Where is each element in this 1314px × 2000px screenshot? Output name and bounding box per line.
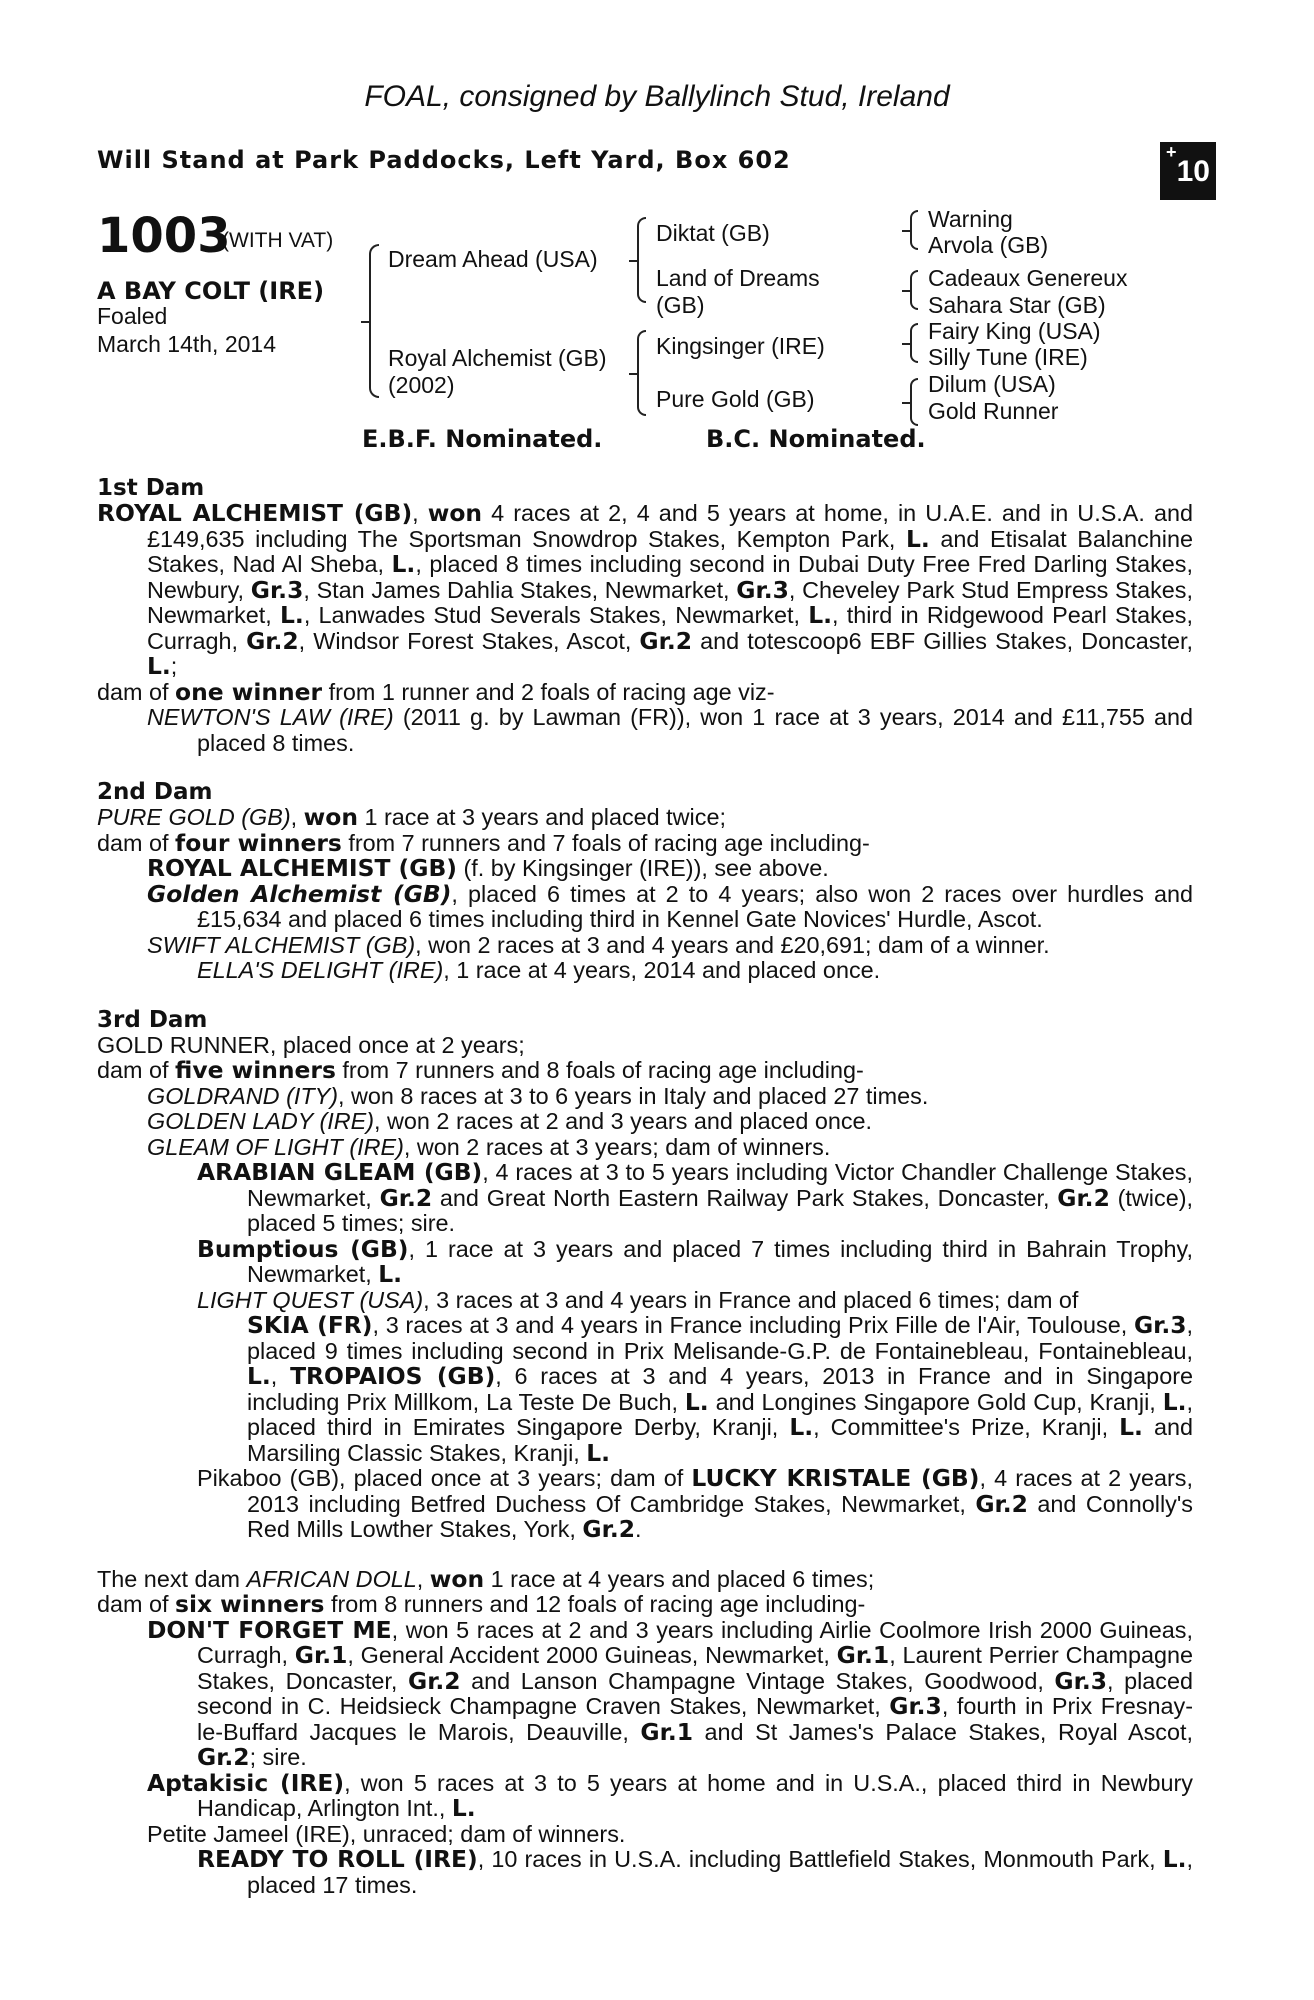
text: and St James's Palace Stakes, Royal Ascot,: [692, 1718, 1193, 1745]
text: from 7 runners and 7 foals of racing age including-: [341, 829, 870, 856]
horse-name: SWIFT ALCHEMIST (GB): [147, 931, 416, 958]
text: , placed 6 times at 2 to 4 years; also won 2 races over hurdles and £15,634 and placed 6 times including third in Kennel Gate Novices' Hurdle, Ascot.: [197, 880, 1194, 932]
grade: L.: [280, 601, 304, 629]
grade: Gr.2: [197, 1743, 250, 1771]
text: won: [427, 499, 483, 527]
page-badge: [1160, 142, 1216, 200]
text: , Lanwades Stud Severals Stakes, Newmarket,: [303, 602, 809, 628]
horse-name: DON'T FORGET ME: [147, 1615, 392, 1644]
grade: L.: [1162, 1387, 1187, 1416]
text: , Laurent Perrier Champagne Stakes, Doncaster,: [197, 1642, 1194, 1694]
produce-entry: [97, 1615, 1194, 1771]
pedigree-dam-year: (2002): [388, 372, 455, 398]
grade: L.: [684, 1387, 709, 1416]
text: ;: [170, 653, 178, 679]
produce-entry: [97, 1109, 1193, 1135]
lot-number: 1003: [97, 208, 231, 264]
produce-entry: [97, 1160, 1193, 1237]
brace-sd: [910, 270, 918, 310]
foaled-date: March 14th, 2014: [97, 331, 277, 357]
ebf-nomination: E.B.F. Nominated.: [362, 425, 603, 453]
produce-entry: [97, 1234, 1193, 1288]
text: , Windsor Forest Stakes, Ascot,: [298, 627, 640, 654]
grade: Gr.2: [379, 1183, 433, 1212]
grade: L.: [789, 1413, 814, 1441]
text: and Longines Singapore Gold Cup, Kranji,: [708, 1388, 1163, 1415]
text: dam of: [97, 1057, 176, 1083]
grade: L.: [378, 1260, 403, 1288]
dam-entry: GOLD RUNNER, placed once at 2 years;: [97, 1031, 525, 1058]
badge-number: 10: [1176, 155, 1210, 188]
pedigree-sds: Cadeaux Genereux: [928, 265, 1128, 291]
next-dam-section: [97, 1564, 1194, 1899]
grade: Gr.3: [1054, 1666, 1107, 1695]
pedigree-dds: Dilum (USA): [928, 371, 1056, 397]
text: dam of: [97, 678, 176, 705]
third-dam-section: [97, 1008, 1193, 1543]
horse-name: Bumptious (GB): [197, 1234, 409, 1263]
horse-name: READY TO ROLL (IRE): [197, 1845, 478, 1873]
stand-location: Will Stand at Park Paddocks, Left Yard, Box 602: [97, 146, 791, 174]
text: , third in Ridgewood Pearl Stakes, Curragh,: [147, 602, 1193, 654]
dam-entry: [97, 805, 1193, 831]
grade: Gr.1: [640, 1717, 693, 1746]
badge-plus: +: [1166, 142, 1177, 162]
produce-entry: [97, 1135, 1193, 1161]
horse-name: ROYAL ALCHEMIST (GB): [147, 854, 457, 882]
produce-entry: [97, 933, 1193, 959]
pedigree-sire-sire: Diktat (GB): [656, 220, 770, 246]
horse-name: ELLA'S DELIGHT (IRE): [197, 957, 444, 983]
text: six winners: [175, 1590, 325, 1618]
pedigree-ddd: Gold Runner: [928, 398, 1059, 424]
text: won: [303, 803, 358, 831]
text: ; sire.: [249, 1744, 307, 1770]
text: and Marsiling Classic Stakes, Kranji,: [247, 1414, 1194, 1466]
text: , 6 races at 3 and 4 years, 2013 in France and in Singapore including Prix Millkom, La Teste De Buch,: [247, 1363, 1193, 1415]
grade: Gr.3: [736, 575, 789, 604]
text: The next dam: [97, 1565, 247, 1592]
produce-summary: [97, 1058, 1193, 1084]
text: dam of: [97, 829, 176, 856]
horse-name: GOLDEN LADY (IRE): [147, 1108, 375, 1134]
brace-dd: [910, 378, 918, 426]
brace-ds: [910, 323, 918, 363]
lot-description: A BAY COLT (IRE): [97, 277, 325, 305]
text: , 4 races at 3 to 5 years including Victor Chandler Challenge Stakes, Newmarket,: [247, 1159, 1193, 1211]
text: , 3 races at 3 and 4 years in France including Prix Fille de l'Air, Toulouse,: [372, 1312, 1134, 1338]
text: won: [429, 1564, 485, 1593]
produce-summary: [97, 1592, 1193, 1618]
text: ,: [270, 1363, 291, 1389]
section-title: 1st Dam: [97, 475, 205, 501]
grade: Gr.2: [246, 626, 299, 655]
pedigree-sire: Dream Ahead (USA): [388, 246, 598, 272]
text: , 10 races in U.S.A. including Battlefield Stakes, Monmouth Park,: [477, 1846, 1163, 1872]
pedigree-sire-dam-line2: (GB): [656, 292, 705, 318]
produce-entry: [97, 1313, 1193, 1466]
text: (twice), placed 5 times; sire.: [247, 1184, 1193, 1236]
produce-summary: [97, 828, 1193, 857]
text: , placed second in C. Heidsieck Champagne Craven Stakes, Newmarket,: [197, 1667, 1193, 1719]
bc-nomination: B.C. Nominated.: [706, 425, 926, 453]
grade: Gr.2: [1057, 1183, 1110, 1212]
text: , Committee's Prize, Kranji,: [813, 1414, 1120, 1440]
text: , won 5 races at 3 to 5 years at home and in U.S.A., placed third in Newbury Handicap, Arlington Int.,: [197, 1769, 1193, 1821]
grade: L.: [906, 524, 930, 553]
text: and Lanson Champagne Vintage Stakes, Goodwood,: [460, 1667, 1055, 1694]
text: five winners: [175, 1056, 336, 1084]
grade: Gr.2: [408, 1666, 461, 1695]
dam-history: [97, 476, 1193, 1922]
text: (f. by Kingsinger (IRE)), see above.: [456, 855, 829, 881]
text: ,: [290, 804, 304, 830]
produce-entry: Petite Jameel (IRE), unraced; dam of winners.: [147, 1820, 626, 1847]
pedigree-dsd: Silly Tune (IRE): [928, 344, 1088, 370]
second-dam-section: [97, 780, 1193, 984]
dam-entry: [97, 1564, 1193, 1593]
text: , won 2 races at 3 and 4 years and £20,691; dam of a winner.: [415, 931, 1050, 958]
produce-entry: [97, 705, 1193, 756]
produce-entry: [97, 1847, 1193, 1898]
horse-name: Golden Alchemist (GB): [147, 879, 452, 908]
text: and totescoop6 EBF Gillies Stakes, Doncaster,: [691, 627, 1193, 654]
text: from 7 runners and 8 foals of racing age including-: [335, 1057, 864, 1083]
text: , won 2 races at 3 years; dam of winners.: [403, 1133, 831, 1160]
horse-name: LIGHT QUEST (USA): [197, 1286, 424, 1313]
produce-entry: [97, 1768, 1193, 1822]
text: dam of: [97, 1591, 176, 1617]
grade: Gr.2: [975, 1489, 1028, 1518]
horse-name: LUCKY KRISTALE (GB): [691, 1464, 980, 1492]
pedigree-sdd: Sahara Star (GB): [928, 292, 1106, 318]
grade: L.: [247, 1362, 271, 1390]
text: from 1 runner and 2 foals of racing age viz-: [322, 678, 775, 705]
text: .: [634, 1516, 642, 1542]
brace-sire: [637, 217, 646, 303]
pedigree-dam-name: Royal Alchemist (GB): [388, 345, 607, 371]
text: and Etisalat Balanchine Stakes, Nad Al Sheba,: [147, 525, 1193, 577]
grade: L.: [451, 1794, 476, 1822]
grade: L.: [391, 550, 416, 578]
brace-main: [369, 244, 379, 398]
text: , placed 9 times including second in Prix Melisande-G.P. de Fontainebleau, Fontainebleau,: [247, 1312, 1193, 1364]
text: and Great North Eastern Railway Park Stakes, Doncaster,: [432, 1184, 1058, 1211]
produce-entry: [97, 958, 1193, 984]
section-title: 2nd Dam: [97, 779, 213, 805]
pedigree-dam-sire: Kingsinger (IRE): [656, 333, 825, 359]
produce-summary: [97, 677, 1193, 706]
horse-name: PURE GOLD (GB): [97, 804, 291, 830]
grade: L.: [586, 1438, 611, 1467]
text: Pikaboo (GB), placed once at 3 years; dam of: [197, 1465, 692, 1491]
pedigree-sss: Warning: [928, 206, 1013, 232]
text: 4 races at 2, 4 and 5 years at home, in U.A.E. and in U.S.A. and £149,635 including The Sportsman Snowdrop Stakes, Kempton Park,: [147, 500, 1193, 552]
text: 1 race at 4 years and placed 6 times;: [484, 1565, 875, 1592]
grade: Gr.3: [889, 1692, 942, 1720]
first-dam-section: [97, 476, 1193, 756]
lot-vat: (WITH VAT): [222, 229, 334, 252]
grade: L.: [147, 652, 171, 680]
produce-entry: [97, 856, 1193, 882]
grade: Gr.1: [836, 1641, 890, 1669]
dam-entry: [97, 501, 1193, 680]
pedigree-sire-dam-line1: Land of Dreams: [656, 265, 820, 291]
grade: L.: [808, 601, 833, 629]
horse-name: Aptakisic (IRE): [147, 1768, 345, 1797]
text: , placed 17 times.: [247, 1846, 1193, 1898]
text: , 1 race at 4 years, 2014 and placed once.: [443, 957, 881, 983]
foaled-label: Foaled: [97, 303, 168, 329]
text: four winners: [175, 828, 342, 857]
grade: Gr.3: [250, 575, 304, 604]
brace-dam: [637, 330, 646, 416]
grade: Gr.1: [294, 1641, 348, 1669]
grade: Gr.2: [639, 626, 692, 655]
horse-name: GLEAM OF LIGHT (IRE): [147, 1133, 404, 1160]
text: , fourth in Prix Fresnay-le-Buffard Jacques le Marois, Deauville,: [197, 1693, 1193, 1745]
horse-name: TROPAIOS (GB): [290, 1362, 496, 1390]
section-title: 3rd Dam: [97, 1006, 208, 1033]
text: , placed 8 times including second in Dubai Duty Free Fred Darling Stakes, Newbury,: [147, 551, 1193, 603]
text: , 4 races at 2 years, 2013 including Betfred Duchess Of Cambridge Stakes, Newmarket,: [247, 1465, 1193, 1517]
horse-name: SKIA (FR): [247, 1311, 373, 1339]
produce-entry: [97, 1466, 1193, 1543]
text: ,: [416, 1565, 430, 1592]
pedigree-dam-dam: Pure Gold (GB): [656, 386, 815, 412]
text: , 1 race at 3 years and placed 7 times including third in Bahrain Trophy, Newmarket,: [247, 1235, 1193, 1287]
horse-name: ROYAL ALCHEMIST (GB): [97, 499, 413, 527]
grade: L.: [1162, 1845, 1187, 1873]
produce-entry: [97, 879, 1194, 933]
horse-name: AFRICAN DOLL: [246, 1565, 417, 1592]
produce-entry: [97, 1084, 1193, 1110]
text: , Cheveley Park Stud Empress Stakes, Newmarket,: [147, 576, 1193, 628]
produce-entry: [97, 1288, 1193, 1314]
horse-name: GOLDRAND (ITY): [147, 1082, 339, 1109]
text: and Connolly's Red Mills Lowther Stakes, York,: [247, 1490, 1194, 1542]
text: ,: [412, 500, 428, 526]
horse-name: NEWTON'S LAW (IRE): [147, 704, 394, 730]
text: , 3 races at 3 and 4 years in France and placed 6 times; dam of: [423, 1286, 1079, 1313]
text: , won 5 races at 2 and 3 years including Airlie Coolmore Irish 2000 Guineas, Curragh,: [197, 1616, 1193, 1668]
horse-name: ARABIAN GLEAM (GB): [197, 1158, 483, 1186]
grade: Gr.3: [1133, 1311, 1187, 1339]
text: from 8 runners and 12 foals of racing age including-: [324, 1591, 866, 1617]
text: , won 2 races at 2 and 3 years and placed once.: [374, 1108, 873, 1134]
text: , Stan James Dahlia Stakes, Newmarket,: [303, 576, 737, 603]
pedigree-dss: Fairy King (USA): [928, 318, 1101, 344]
text: , General Accident 2000 Guineas, Newmarket,: [347, 1642, 837, 1668]
text: 1 race at 3 years and placed twice;: [358, 804, 726, 830]
grade: L.: [1119, 1413, 1143, 1441]
pedigree-ssd: Arvola (GB): [928, 232, 1049, 258]
grade: Gr.2: [582, 1515, 635, 1543]
brace-ss: [910, 210, 918, 250]
consignor-line: FOAL, consigned by Ballylinch Stud, Ireland: [364, 80, 950, 113]
text: , placed third in Emirates Singapore Derby, Kranji,: [247, 1388, 1193, 1440]
text: , won 8 races at 3 to 6 years in Italy and placed 27 times.: [338, 1082, 929, 1109]
text: one winner: [175, 677, 323, 706]
text: (2011 g. by Lawman (FR)), won 1 race at 3 years, 2014 and £11,755 and placed 8 times.: [197, 704, 1194, 756]
